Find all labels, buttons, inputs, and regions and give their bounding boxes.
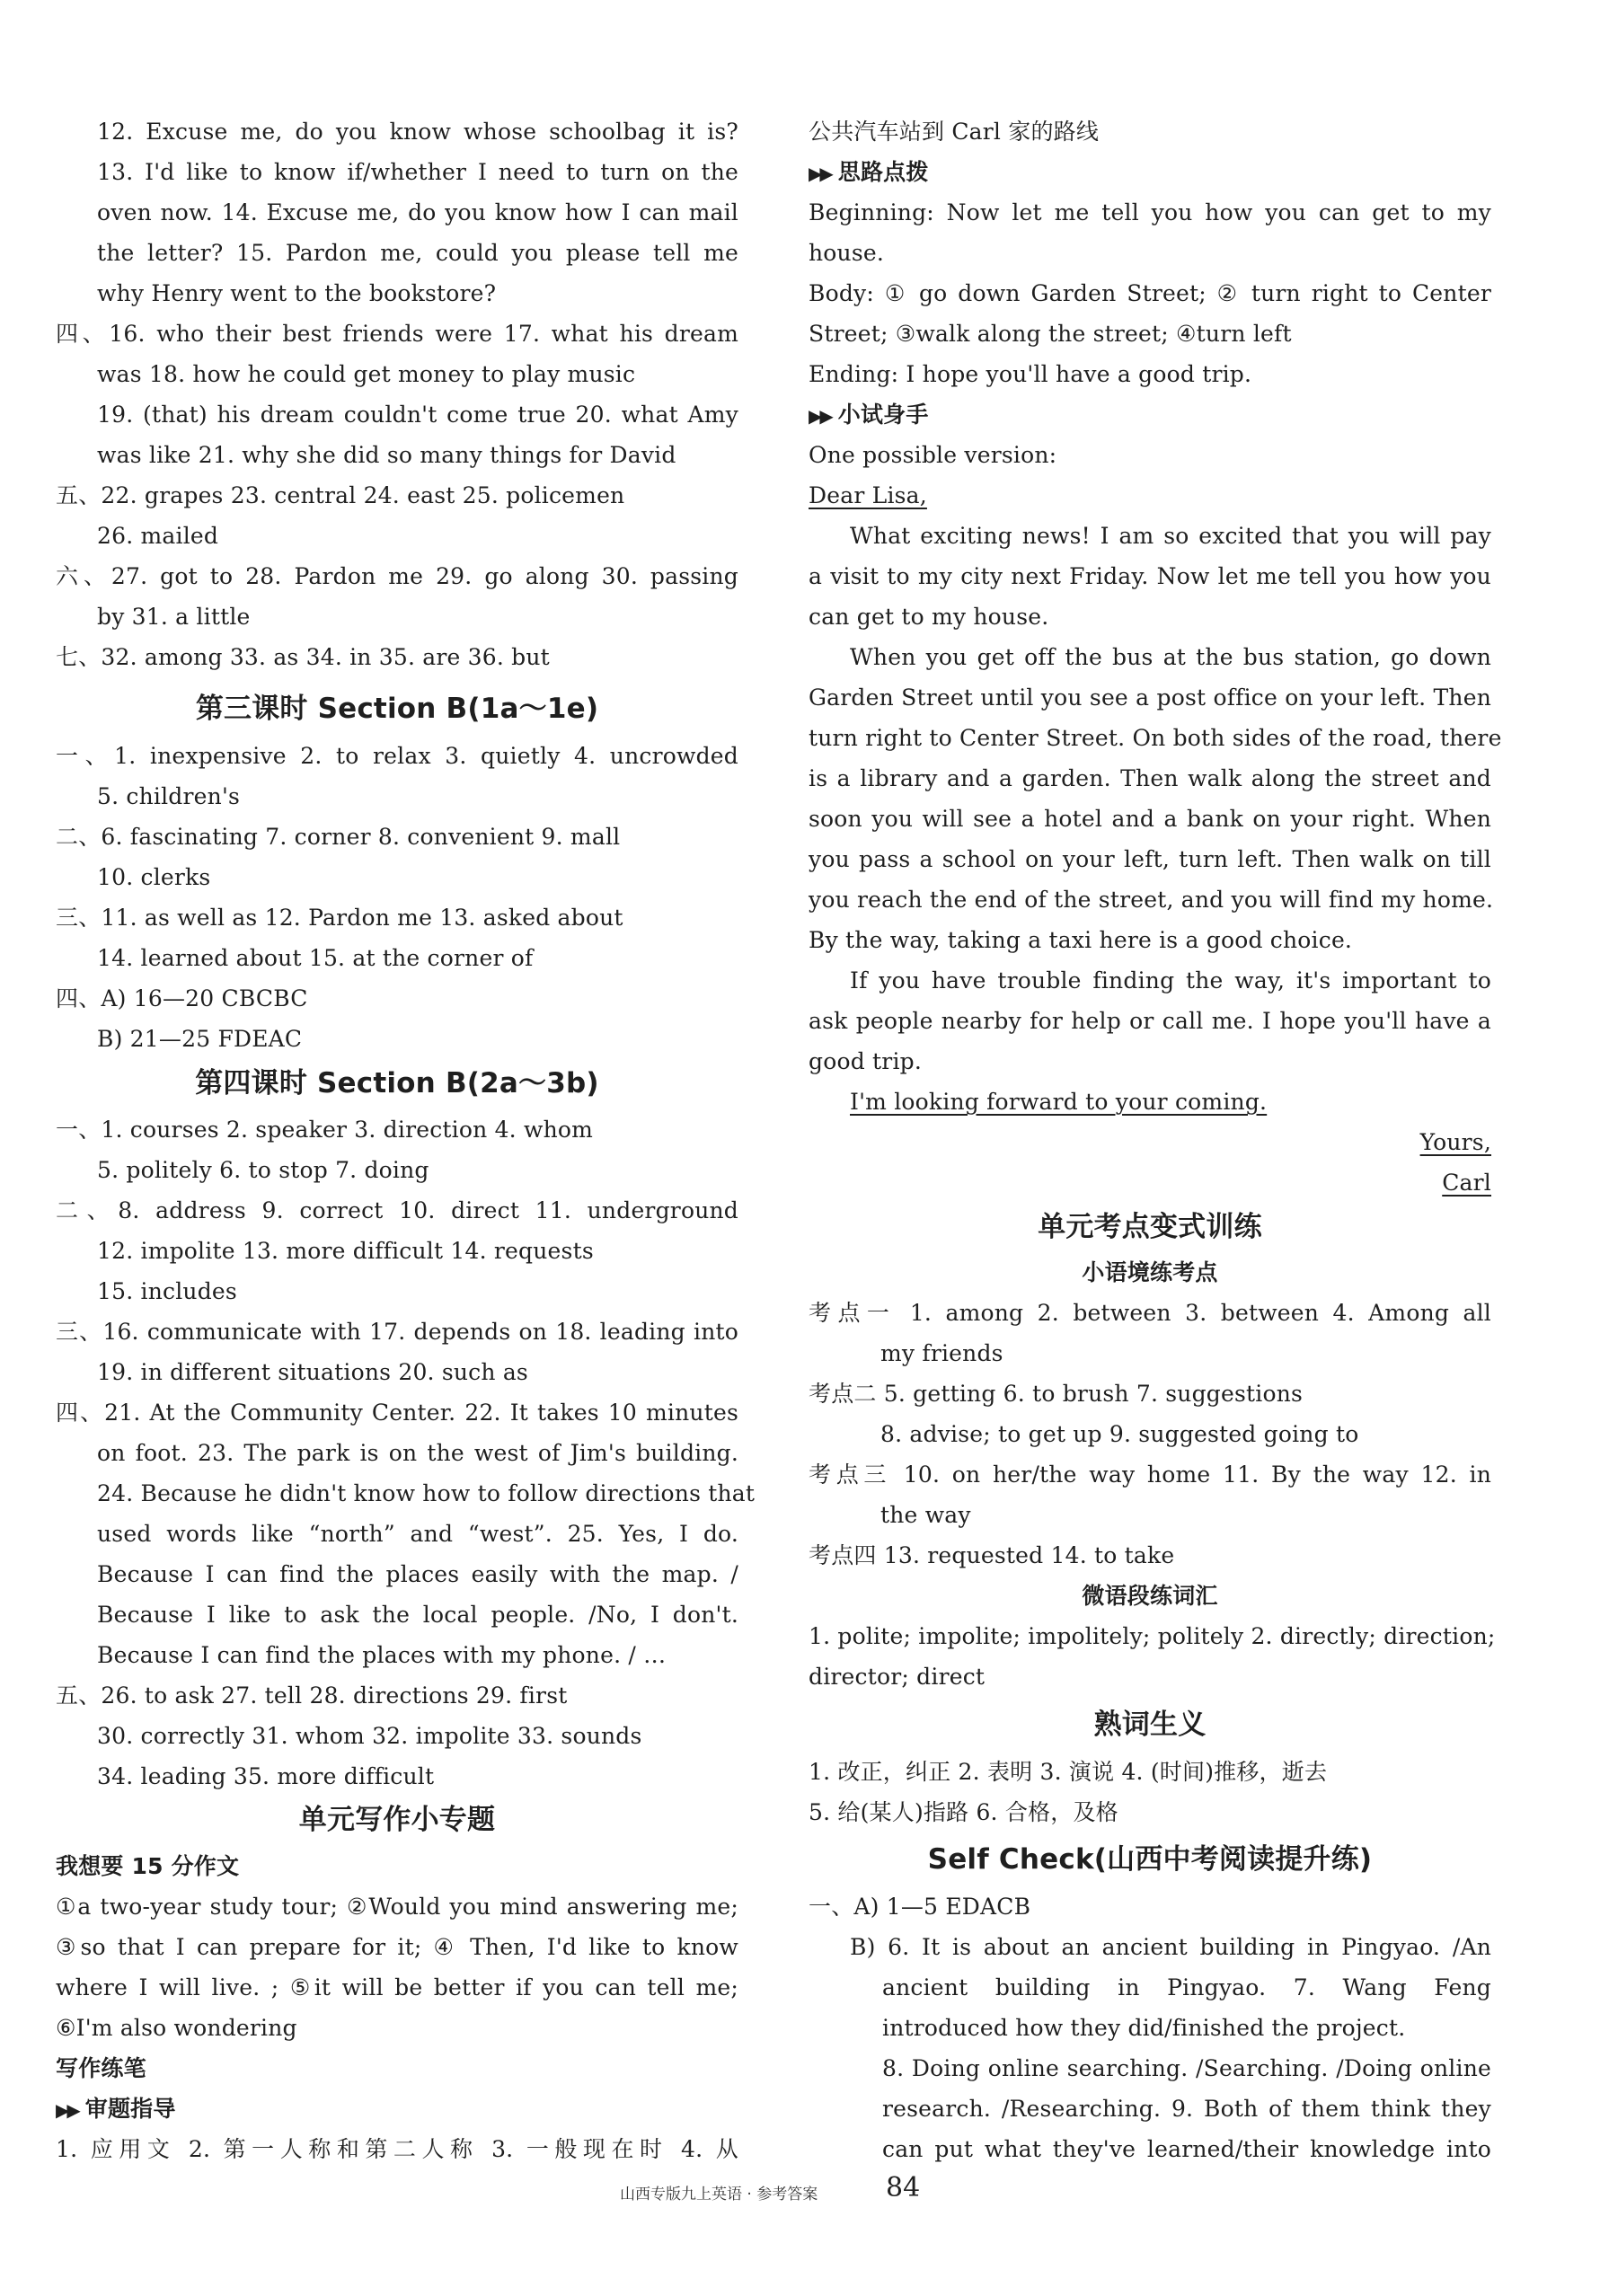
subheading: 我想要 15 分作文 [56, 1853, 240, 1879]
text-line: 五、22. grapes 23. central 24. east 25. policemen [56, 482, 625, 508]
text-line: If you have trouble finding the way, it's important to [850, 967, 1491, 993]
subheading: 小语境练考点 [1082, 1259, 1218, 1285]
text-line: 七、32. among 33. as 34. in 35. are 36. but [56, 644, 550, 670]
text-line: Ending: I hope you'll have a good trip. [809, 361, 1252, 387]
text-line: 考点四 13. requested 14. to take [809, 1542, 1175, 1568]
text-line: When you get off the bus at the bus station, go down [850, 644, 1491, 670]
text-line: B) 6. It is about an ancient building in Pingyao. /An [850, 1934, 1491, 1960]
text-line: 15. includes [97, 1278, 237, 1304]
text-line: 19. (that) his dream couldn't come true 20. what Amy [97, 402, 738, 428]
text-line: ask people nearby for help or call me. I hope you'll have a [809, 1008, 1491, 1034]
text-line: Carl [1442, 1170, 1491, 1196]
text-line: 14. learned about 15. at the corner of [97, 945, 534, 971]
subheading: ▶▶ 思路点拨 [809, 159, 929, 185]
double-triangle-icon: ▶▶ [56, 2099, 78, 2121]
text-line: 8. Doing online searching. /Searching. /Doing online [882, 2055, 1491, 2081]
text-line: 公共汽车站到 Carl 家的路线 [809, 119, 1100, 145]
text-line: the way [880, 1502, 971, 1528]
subheading: ▶▶ 审题指导 [56, 2096, 176, 2122]
text-line: oven now. 14. Excuse me, do you know how I can mail [97, 199, 738, 225]
section-heading: 第三课时 Section B(1a～1e) [195, 693, 599, 725]
text-line: introduced how they did/finished the project. [882, 2015, 1406, 2041]
text-line: 一、1. inexpensive 2. to relax 3. quietly 4. uncrowded [56, 743, 738, 769]
section-heading: Self Check(山西中考阅读提升练) [927, 1843, 1373, 1876]
section-heading: 单元考点变式训练 [1038, 1211, 1262, 1243]
text-line: 30. correctly 31. whom 32. impolite 33. sounds [97, 1723, 642, 1749]
text-line: on foot. 23. The park is on the west of Jim's building. [97, 1440, 738, 1466]
text-line: was 18. how he could get money to play music [97, 361, 636, 387]
text-line: 考点二 5. getting 6. to brush 7. suggestions [809, 1381, 1304, 1407]
text-line: 1. polite; impolite; impolitely; politely 2. directly; direction; [809, 1623, 1496, 1649]
text-line: Beginning: Now let me tell you how you can get to my [809, 199, 1491, 225]
subheading: 微语段练词汇 [1082, 1583, 1218, 1609]
text-line: house. [809, 240, 885, 266]
text-line: 一、1. courses 2. speaker 3. direction 4. whom [56, 1117, 594, 1143]
text-line: you reach the end of the street, and you will find my home. [809, 887, 1494, 913]
text-line: 四、A) 16—20 CBCBC [56, 985, 308, 1011]
text-line: is a library and a garden. Then walk along the street and [809, 765, 1491, 791]
text-line: why Henry went to the bookstore? [97, 280, 497, 306]
text-line: 8. advise; to get up 9. suggested going to [880, 1421, 1359, 1447]
text-line: you pass a school on your left, turn left. Then walk on till [809, 846, 1491, 872]
text-line: used words like “north” and “west”. 25. Yes, I do. [97, 1521, 738, 1547]
text-line: Yours, [1419, 1129, 1491, 1155]
text-line: turn right to Center Street. On both sides of the road, there [809, 725, 1502, 751]
text-line: 四、21. At the Community Center. 22. It takes 10 minutes [56, 1400, 738, 1426]
text-line: 二、6. fascinating 7. corner 8. convenient 9. mall [56, 824, 621, 850]
section-heading: 第四课时 Section B(2a～3b) [195, 1067, 599, 1099]
text-line: soon you will see a hotel and a bank on your right. When [809, 806, 1491, 832]
text-line: Because I can find the places easily with the map. / [97, 1561, 738, 1587]
text-line: where I will live. ; ⑤it will be better if you can tell me; [56, 1974, 738, 2000]
text-line: director; direct [809, 1664, 986, 1690]
subheading: 写作练笔 [56, 2055, 146, 2081]
text-line: Body: ① go down Garden Street; ② turn right to Center [809, 280, 1491, 306]
text-line: 34. leading 35. more difficult [97, 1763, 435, 1789]
text-line: 10. clerks [97, 864, 211, 890]
page-number: 84 [886, 2172, 921, 2203]
double-triangle-icon: ▶▶ [809, 163, 831, 184]
text-line: I'm looking forward to your coming. [850, 1089, 1268, 1115]
text-line: Garden Street until you see a post office on your left. Then [809, 684, 1491, 711]
text-line: Street; ③walk along the street; ④turn left [809, 321, 1292, 347]
text-line: ①a two-year study tour; ②Would you mind answering me; [56, 1894, 738, 1920]
double-triangle-icon: ▶▶ [809, 405, 831, 427]
text-line: 1. 改正，纠正 2. 表明 3. 演说 4. (时间)推移，逝去 [809, 1759, 1328, 1785]
text-line: 四、16. who their best friends were 17. what his dream [56, 321, 738, 347]
text-line: 三、16. communicate with 17. depends on 18. leading into [56, 1319, 738, 1345]
text-line: can get to my house. [809, 604, 1049, 630]
text-line: 12. impolite 13. more difficult 14. requests [97, 1238, 594, 1264]
text-line: good trip. [809, 1048, 922, 1074]
text-line: ③so that I can prepare for it; ④ Then, I'd like to know [56, 1934, 738, 1960]
text-line: 五、26. to ask 27. tell 28. directions 29. first [56, 1682, 568, 1709]
footer-text: 山西专版九上英语 · 参考答案 [620, 2186, 818, 2203]
text-line: can put what they've learned/their knowledge into [882, 2136, 1491, 2162]
text-line: What exciting news! I am so excited that you will pay [850, 523, 1491, 549]
text-line: 5. politely 6. to stop 7. doing [97, 1157, 429, 1183]
text-line: ancient building in Pingyao. 7. Wang Feng [882, 1974, 1491, 2000]
text-line: 三、11. as well as 12. Pardon me 13. asked about [56, 905, 623, 931]
text-line: Because I like to ask the local people. /No, I don't. [97, 1602, 738, 1628]
text-line: 一、A) 1—5 EDACB [809, 1894, 1031, 1920]
text-line: Because I can find the places with my phone. / … [97, 1642, 667, 1668]
text-line: 24. Because he didn't know how to follow directions that [97, 1480, 756, 1506]
text-line: 二、8. address 9. correct 10. direct 11. underground [56, 1197, 738, 1223]
text-line: ⑥I'm also wondering [56, 2015, 297, 2041]
text-line: 1. 应用文 2. 第一人称和第二人称 3. 一般现在时 4. 从 [56, 2136, 738, 2162]
text-line: 5. children's [97, 783, 241, 809]
text-line: was like 21. why she did so many things for David [97, 442, 676, 468]
section-heading: 熟词生义 [1093, 1709, 1207, 1741]
text-line: by 31. a little [97, 604, 251, 630]
text-line: 12. Excuse me, do you know whose schoolbag it is? [97, 119, 738, 145]
text-line: B) 21—25 FDEAC [97, 1026, 303, 1052]
text-line: the letter? 15. Pardon me, could you please tell me [97, 240, 738, 266]
text-line: research. /Researching. 9. Both of them think they [882, 2096, 1491, 2122]
text-line: a visit to my city next Friday. Now let me tell you how you [809, 563, 1491, 589]
text-line: Dear Lisa, [809, 482, 927, 508]
text-line: 5. 给(某人)指路 6. 合格，及格 [809, 1799, 1118, 1825]
text-line: One possible version: [809, 442, 1057, 468]
text-line: 考点一 1. among 2. between 3. between 4. Among all [809, 1300, 1491, 1326]
text-line: By the way, taking a taxi here is a good choice. [809, 927, 1353, 953]
text-line: 19. in different situations 20. such as [97, 1359, 528, 1385]
subheading: ▶▶ 小试身手 [809, 402, 929, 428]
section-heading: 单元写作小专题 [298, 1804, 496, 1836]
text-line: 六、27. got to 28. Pardon me 29. go along 30. passing [56, 563, 738, 589]
page-footer [0, 2172, 1600, 2208]
text-line: 考点三 10. on her/the way home 11. By the way 12. in [809, 1461, 1491, 1488]
text-line: my friends [880, 1340, 1003, 1366]
text-line: 26. mailed [97, 523, 219, 549]
text-line: 13. I'd like to know if/whether I need to turn on the [97, 159, 738, 185]
